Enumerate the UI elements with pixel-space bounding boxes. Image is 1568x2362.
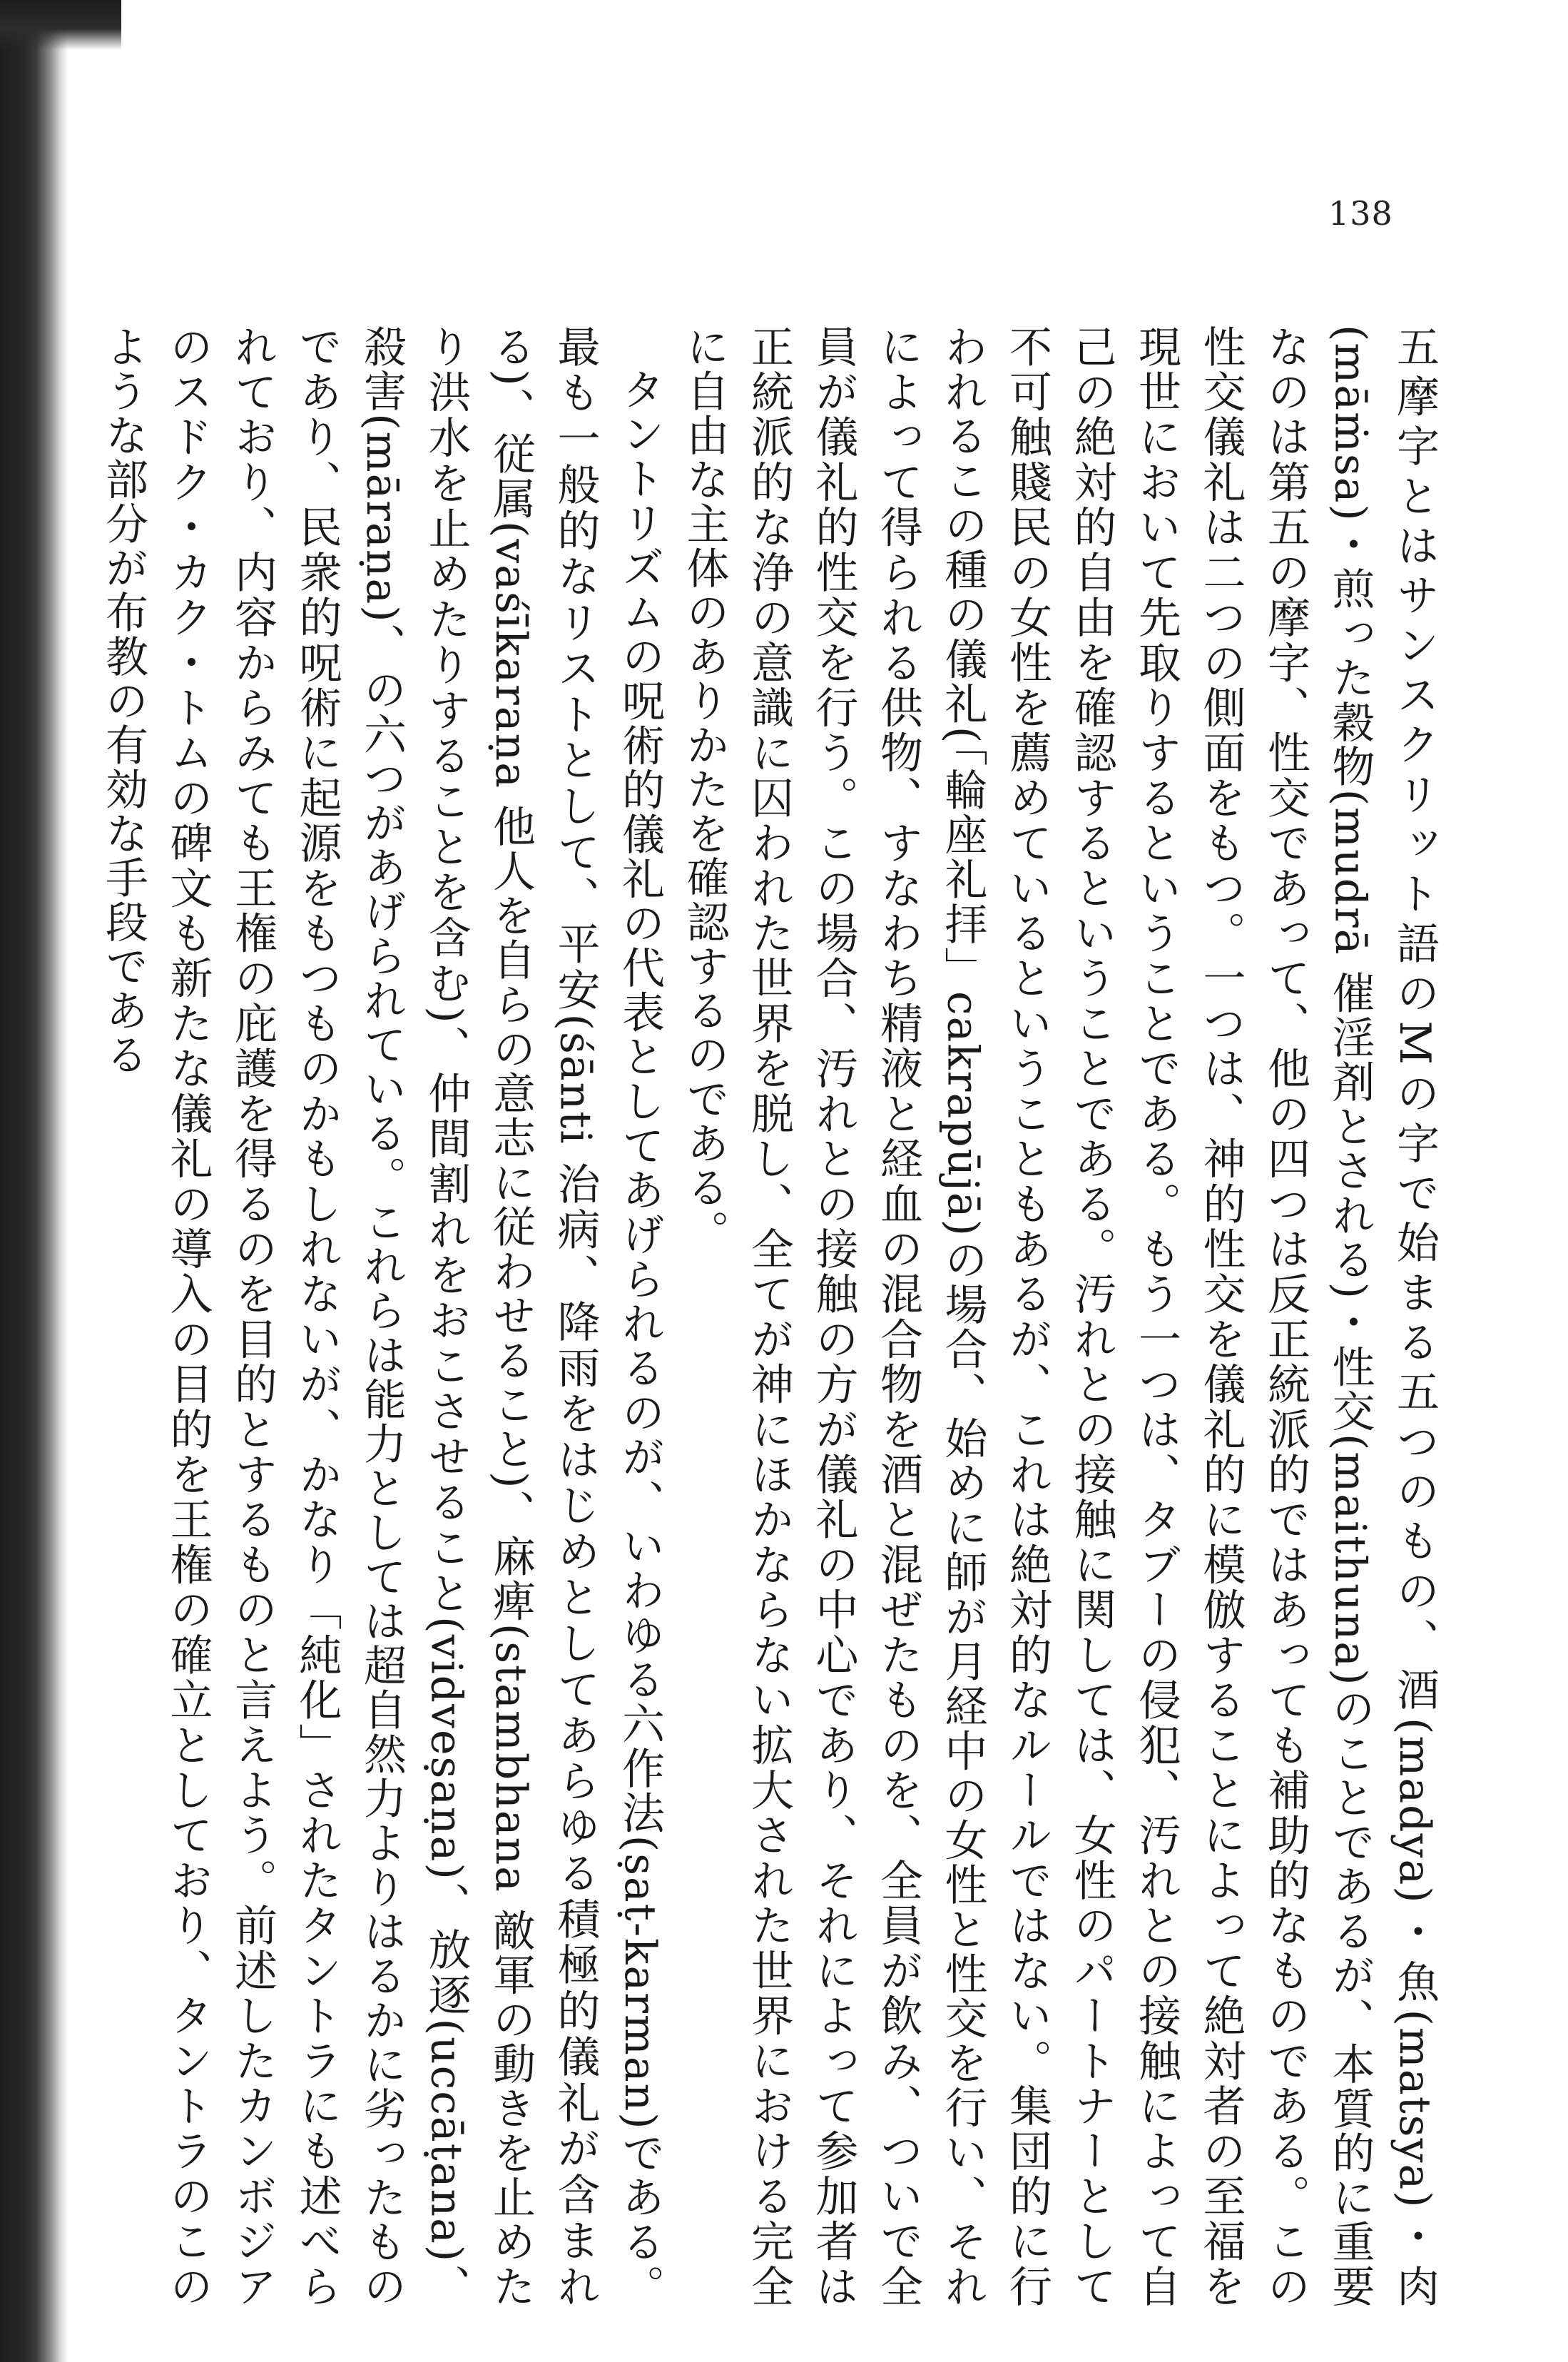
body-text xyxy=(56,325,1447,2308)
page-number: 138 xyxy=(1328,194,1393,233)
paragraph-2: タントリズムの呪術的儀礼の代表としてあげられるのが、いわゆる六作法(ṣaṭ-karman)である。最も一般的なリストとして、平安(śānti 治病、降雨をはじめとしてあらゆる積極的儀礼が含まれる)、従属(vaśīkaraṇa 他人を自らの意志に従わせること)、麻痺(stambhana 敵軍の動きを止めたり洪水を止めたりすることを含む)、仲間割れをおこさせること(vidveṣaṇa)、放逐(uccāṭana)、殺害(māraṇa)、の六つがあげられている。これらは能力としては超自然力よりはるかに劣ったものであり、民衆的呪術に起源をもつものかもしれないが、かなり「純化」されたタントラにも述べられており、内容からみても王権の庇護を得るのを目的とするものと言えよう。前述したカンボジアのスドク・カク・トムの碑文も新たな儀礼の導入の目的を王権の確立としており、タントラのこのような部分が布教の有効な手段である xyxy=(98,325,665,2308)
binding-top-shadow xyxy=(0,0,121,50)
paragraph-1: 五摩字とはサンスクリット語のMの字で始まる五つのもの、酒(madya)・魚(matsya)・肉(māṁsa)・煎った穀物(mudrā 催淫剤とされる)・性交(maithuna)のことであるが、本質的に重要なのは第五の摩字、性交であって、他の四つは反正統派的ではあっても補助的なものである。この性交儀礼は二つの側面をもつ。一つは、神的性交を儀礼的に模倣することによって絶対者の至福を現世において先取りするということである。もう一つは、タブーの侵犯、汚れとの接触によって自己の絶対的自由を確認するということである。汚れとの接触に関しては、女性のパートナーとして不可触賤民の女性を薦めているということもあるが、これは絶対的なルールではない。集団的に行われるこの種の儀礼(「輪座礼拝」cakrapūjā)の場合、始めに師が月経中の女性と性交を行い、それによって得られる供物、すなわち精液と経血の混合物を酒と混ぜたものを、全員が飲み、ついで全員が儀礼的性交を行う。この場合、汚れとの接触の方が儀礼の中心であり、それによって参加者は正統派的な浄の意識に囚われた世界を脱し、全てが神にほかならない拡大された世界における完全に自由な主体のありかたを確認するのである。 xyxy=(679,325,1440,2308)
